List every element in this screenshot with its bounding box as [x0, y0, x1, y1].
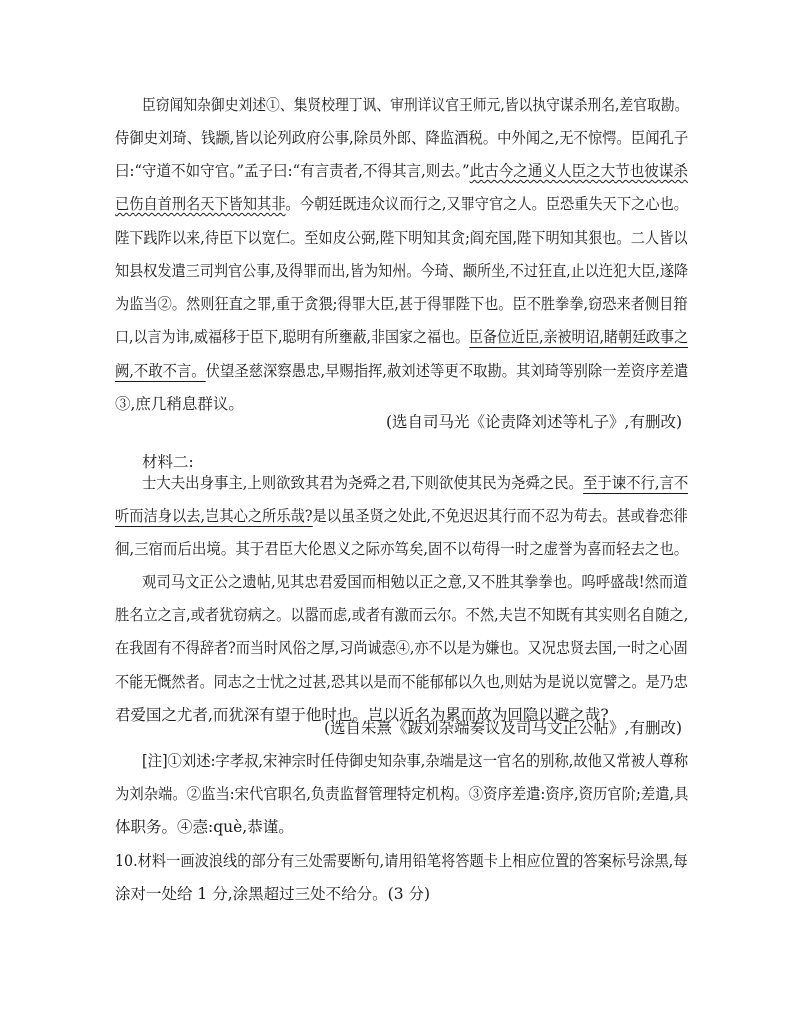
text-segment: 侍御史刘琦、钱颛,皆以论列政府公事,除员外郎、降监酒税。中外闻之,无不惊愕。臣闻孔子	[115, 129, 689, 147]
text-line	[115, 327, 688, 347]
text-line: 体职务。④悫:què,恭谨。	[115, 818, 294, 836]
text-segment: 为监当②。然则狂直之罪,重于贪猥;得罪大臣,甚于得罪陛下也。臣不胜拳拳,窃恐来者侧目箝	[115, 295, 688, 313]
underlined-text: 听而洁身以去,岂其心之所乐哉?	[115, 507, 313, 525]
text-segment: 口,以言为讳,威福移于臣下,聪明有所壅蔽,非国家之福也。	[115, 328, 470, 346]
text-line	[115, 506, 688, 526]
text-segment: 曰:“守道不如守官。”孟子曰:“有言责者,不得其言,则去。”	[115, 162, 470, 180]
text-segment: 是以虽圣贤之处此,不免迟迟其行而不忍为苟去。甚或眷恋徘	[312, 507, 688, 525]
text-segment: 。今朝廷既违众议而行之,又罪守官之人。臣恐重失天下之心也。	[285, 195, 688, 213]
text-line	[115, 672, 688, 692]
text-line	[115, 228, 688, 248]
text-segment: ③,庶几稍息群议。	[115, 395, 244, 413]
text-segment: 观司马文正公之遗帖,见其忠君爱国而相勉以正之意,又不胜其拳拳也。呜呼盛哉!然而道	[142, 573, 688, 591]
text-segment: 伏望圣慈深察愚忠,早赐指挥,赦刘述等更不取勘。其刘琦等别除一差资序差遣	[205, 362, 689, 380]
text-line	[115, 638, 688, 658]
underlined-text: 至于谏不行,言不	[582, 474, 689, 492]
text-segment: 士大夫出身事主,上则欲致其君为尧舜之君,下则欲使其民为尧舜之民。	[142, 474, 583, 492]
material-two-label: 材料二:	[142, 453, 194, 471]
material-one-source: (选自司马光《论责降刘述等札子》,有删改)	[385, 413, 682, 431]
text-line	[115, 261, 688, 281]
text-line: 为刘杂端。②监当:宋代官职名,负责监督管理特定机构。③资序差遣:资序,资历官阶;差遣,具	[115, 785, 689, 803]
underlined-text: 阙,不敢不言。	[115, 362, 206, 380]
text-line	[115, 605, 688, 625]
text-line	[115, 294, 688, 314]
text-segment: 君爱国之尤者,而犹深有望于他时也。岂以近名为累而故为回隐以避之哉?	[115, 706, 609, 724]
text-line	[142, 95, 688, 115]
wavy-underlined-text: 此古今之通义人臣之大节也彼谋杀	[469, 162, 688, 180]
text-line	[115, 194, 688, 214]
text-line	[142, 473, 688, 493]
text-line	[115, 361, 688, 381]
wavy-underlined-text: 已伤自首刑名天下皆知其非	[115, 195, 286, 213]
text-line	[115, 394, 244, 414]
text-line: [注]①刘述:字孝叔,宋神宗时任侍御史知杂事,杂端是这一官名的别称,故他又常被人尊称	[142, 752, 689, 770]
material-two-source: (选自朱熹《跋刘杂端奏议及司马文正公帖》,有删改)	[323, 719, 682, 737]
text-line	[142, 572, 688, 592]
text-line	[115, 539, 688, 559]
text-segment: 臣窃闻知杂御史刘述①、集贤校理丁讽、审刑详议官王师元,皆以执守谋杀刑名,差官取勘。	[142, 96, 689, 114]
text-line: 涂对一处给 1 分,涂黑超过三处不给分。(3 分)	[115, 885, 431, 903]
text-segment: 在我固有不得辞者?而当时风俗之厚,习尚诚悫④,亦不以是为嫌也。又况忠贤去国,一时之心固	[115, 639, 688, 657]
text-line	[115, 128, 688, 148]
text-line	[115, 161, 688, 181]
text-segment: 胜名立之言,或者犹窃病之。以嚣而虑,或者有激而云尔。不然,夫岂不知既有其实则名自随之,	[115, 606, 689, 624]
text-segment: 陛下践阼以来,待臣下以宽仁。至如皮公弼,陛下明知其贪;阎充国,陛下明知其狠也。二人皆以	[115, 229, 688, 247]
underlined-text: 臣备位近臣,亲被明诏,睹朝廷政事之	[469, 328, 689, 346]
text-line: 10.材料一画波浪线的部分有三处需要断句,请用铅笔将答题卡上相应位置的答案标号涂黑,每	[115, 852, 688, 870]
text-segment: 不能无慨然者。同志之士忧之过甚,恐其以是而不能郁郁以久也,则姑为是说以宽譬之。是乃忠	[115, 673, 688, 691]
text-segment: 徊,三宿而后出境。其于君臣大伦恩义之际亦笃矣,固不以苟得一时之虚誉为喜而轻去之也。	[115, 540, 689, 558]
text-segment: 知县权发遣三司判官公事,及得罪而出,皆为知州。今琦、颛所坐,不过狂直,止以迕犯大臣,遂降	[115, 262, 689, 280]
